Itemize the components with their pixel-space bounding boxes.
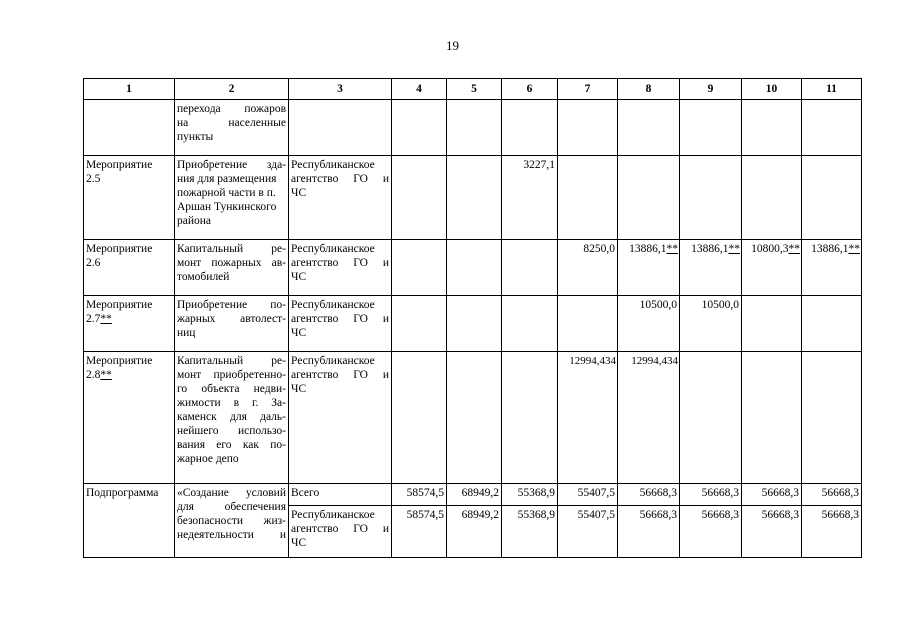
cell-activity — [84, 296, 175, 352]
text-line — [86, 312, 172, 326]
cell — [392, 352, 447, 484]
footnote-mark[interactable]: ** — [848, 243, 860, 255]
text-line: монт пожарных ав- — [177, 257, 286, 269]
text-line: 2.5 — [86, 173, 101, 185]
cell-executor — [289, 506, 392, 558]
text-line: ЧС — [291, 327, 307, 339]
cell-value: 56668,3 — [680, 484, 742, 506]
text-line: Республиканское — [291, 159, 375, 171]
cell-description — [175, 352, 289, 484]
text-line: Аршан Тункинского — [177, 201, 277, 213]
budget-table — [83, 78, 862, 558]
footnote-mark[interactable]: ** — [100, 369, 112, 381]
cell-value — [802, 240, 862, 296]
cell — [392, 100, 447, 156]
cell-description — [175, 296, 289, 352]
text-line: Капитальный ре- — [177, 355, 286, 367]
cell-value: 56668,3 — [742, 506, 802, 558]
text-line: «Создание условий — [177, 487, 286, 499]
text-line: Приобретение зда- — [177, 159, 286, 171]
cell-description — [175, 484, 289, 558]
cell-value: 58574,5 — [392, 506, 447, 558]
cell-description — [175, 240, 289, 296]
cell — [447, 156, 502, 240]
cell — [802, 296, 862, 352]
cell — [289, 100, 392, 156]
cell — [502, 240, 558, 296]
cell-value: 55407,5 — [558, 506, 618, 558]
text-line: ЧС — [291, 537, 307, 549]
cell-value: 12994,434 — [618, 352, 680, 484]
text-line: Мероприятие — [86, 355, 153, 367]
header-col-9: 9 — [680, 79, 742, 100]
text-line: жимости в г. За- — [177, 397, 286, 409]
text-line: томобилей — [177, 271, 230, 283]
cell — [392, 240, 447, 296]
cell-value: 55368,9 — [502, 484, 558, 506]
cell — [742, 156, 802, 240]
cell — [392, 156, 447, 240]
header-col-3: 3 — [289, 79, 392, 100]
cell-value: 55407,5 — [558, 484, 618, 506]
header-col-6: 6 — [502, 79, 558, 100]
cell — [742, 296, 802, 352]
cell-value — [680, 240, 742, 296]
cell-value: 56668,3 — [802, 484, 862, 506]
cell — [802, 156, 862, 240]
text-line: Республиканское — [291, 355, 375, 367]
cell — [742, 352, 802, 484]
cell — [802, 100, 862, 156]
header-col-11: 11 — [802, 79, 862, 100]
text-line: жарное депо — [177, 453, 239, 465]
header-col-2: 2 — [175, 79, 289, 100]
cell-value: 58574,5 — [392, 484, 447, 506]
footnote-mark[interactable]: ** — [100, 313, 112, 325]
cell — [447, 296, 502, 352]
table-row-continuation — [84, 100, 862, 156]
text-line: Республиканское — [291, 243, 375, 255]
header-col-7: 7 — [558, 79, 618, 100]
cell-value: 68949,2 — [447, 506, 502, 558]
cell-description — [175, 156, 289, 240]
value: 13886,1 — [691, 243, 729, 255]
text-line: монт приобретенно- — [177, 369, 286, 381]
cell — [558, 296, 618, 352]
value: 13886,1 — [629, 243, 667, 255]
cell-executor: Всего — [289, 484, 392, 506]
cell-value: 12994,434 — [558, 352, 618, 484]
cell-value: 56668,3 — [680, 506, 742, 558]
value: 10800,3 — [751, 243, 789, 255]
activity-number: 2.7 — [86, 313, 101, 325]
cell-activity: Подпрограмма — [84, 484, 175, 558]
text-line: агентство ГО и — [291, 173, 389, 185]
cell — [558, 156, 618, 240]
text-line: ния для размещения — [177, 173, 277, 185]
text-line: вания его как по- — [177, 439, 286, 451]
text-line: ЧС — [291, 271, 307, 283]
cell — [558, 100, 618, 156]
cell — [502, 352, 558, 484]
text-line: 2.6 — [86, 257, 101, 269]
text-line: агентство ГО и — [291, 523, 389, 535]
cell — [447, 240, 502, 296]
text-line: агентство ГО и — [291, 369, 389, 381]
cell-value — [618, 240, 680, 296]
text-line: го объекта недви- — [177, 383, 286, 395]
text-line: ЧС — [291, 187, 307, 199]
cell-activity — [84, 352, 175, 484]
footnote-mark[interactable]: ** — [788, 243, 800, 255]
text-line: района — [177, 215, 212, 227]
text-line: жарных автолест- — [177, 313, 286, 325]
text-line: ниц — [177, 327, 196, 339]
cell — [802, 352, 862, 484]
cell — [680, 156, 742, 240]
cell — [392, 296, 447, 352]
text-line: пожарной части в п. — [177, 187, 276, 199]
cell — [742, 100, 802, 156]
text-line: Капитальный ре- — [177, 243, 286, 255]
cell-executor — [289, 352, 392, 484]
cell-activity — [84, 240, 175, 296]
footnote-mark[interactable]: ** — [666, 243, 678, 255]
text-line: Приобретение по- — [177, 299, 286, 311]
cell-value: 56668,3 — [618, 506, 680, 558]
text-line: нейшего использо- — [177, 425, 286, 437]
table-row-2-6 — [84, 240, 862, 296]
header-col-4: 4 — [392, 79, 447, 100]
header-col-8: 8 — [618, 79, 680, 100]
cell — [502, 296, 558, 352]
text-line: каменск для даль- — [177, 411, 286, 423]
cell-value: 56668,3 — [802, 506, 862, 558]
header-col-10: 10 — [742, 79, 802, 100]
text-line: безопасности жиз- — [177, 515, 286, 527]
cell — [447, 352, 502, 484]
text-line: Мероприятие — [86, 159, 153, 171]
cell-value: 8250,0 — [558, 240, 618, 296]
table-row-2-7 — [84, 296, 862, 352]
table-row-2-8 — [84, 352, 862, 484]
cell — [447, 100, 502, 156]
cell-executor — [289, 156, 392, 240]
activity-number: 2.8 — [86, 369, 101, 381]
text-line: ЧС — [291, 383, 307, 395]
text-line: агентство ГО и — [291, 313, 389, 325]
cell-value: 10500,0 — [618, 296, 680, 352]
text-line: Республиканское — [291, 509, 375, 521]
cell-value: 10500,0 — [680, 296, 742, 352]
cell — [84, 100, 175, 156]
text-line: Мероприятие — [86, 243, 153, 255]
cell-value: 56668,3 — [618, 484, 680, 506]
cell-value: 56668,3 — [742, 484, 802, 506]
text-line: недеятельности и — [177, 529, 286, 541]
cell-executor — [289, 296, 392, 352]
cell-value — [742, 240, 802, 296]
table-row-2-5 — [84, 156, 862, 240]
footnote-mark[interactable]: ** — [728, 243, 740, 255]
text-line: пункты — [177, 131, 214, 143]
page-number: 19 — [446, 38, 459, 53]
value: 13886,1 — [811, 243, 849, 255]
text-line: Мероприятие — [86, 299, 153, 311]
cell — [618, 100, 680, 156]
cell-value: 68949,2 — [447, 484, 502, 506]
text-line: на населенные — [177, 117, 286, 129]
cell-activity — [84, 156, 175, 240]
cell — [680, 100, 742, 156]
header-row — [84, 79, 862, 100]
cell-executor — [289, 240, 392, 296]
text-line: для обеспечения — [177, 501, 286, 513]
cell — [618, 156, 680, 240]
cell-description — [175, 100, 289, 156]
cell-value: 55368,9 — [502, 506, 558, 558]
cell — [680, 352, 742, 484]
header-col-1: 1 — [84, 79, 175, 100]
cell — [502, 100, 558, 156]
text-line: агентство ГО и — [291, 257, 389, 269]
header-col-5: 5 — [447, 79, 502, 100]
text-line — [86, 368, 172, 382]
text-line: перехода пожаров — [177, 103, 286, 115]
text-line: Республиканское — [291, 299, 375, 311]
table-row-subprogram-total — [84, 484, 862, 506]
cell-value: 3227,1 — [502, 156, 558, 240]
